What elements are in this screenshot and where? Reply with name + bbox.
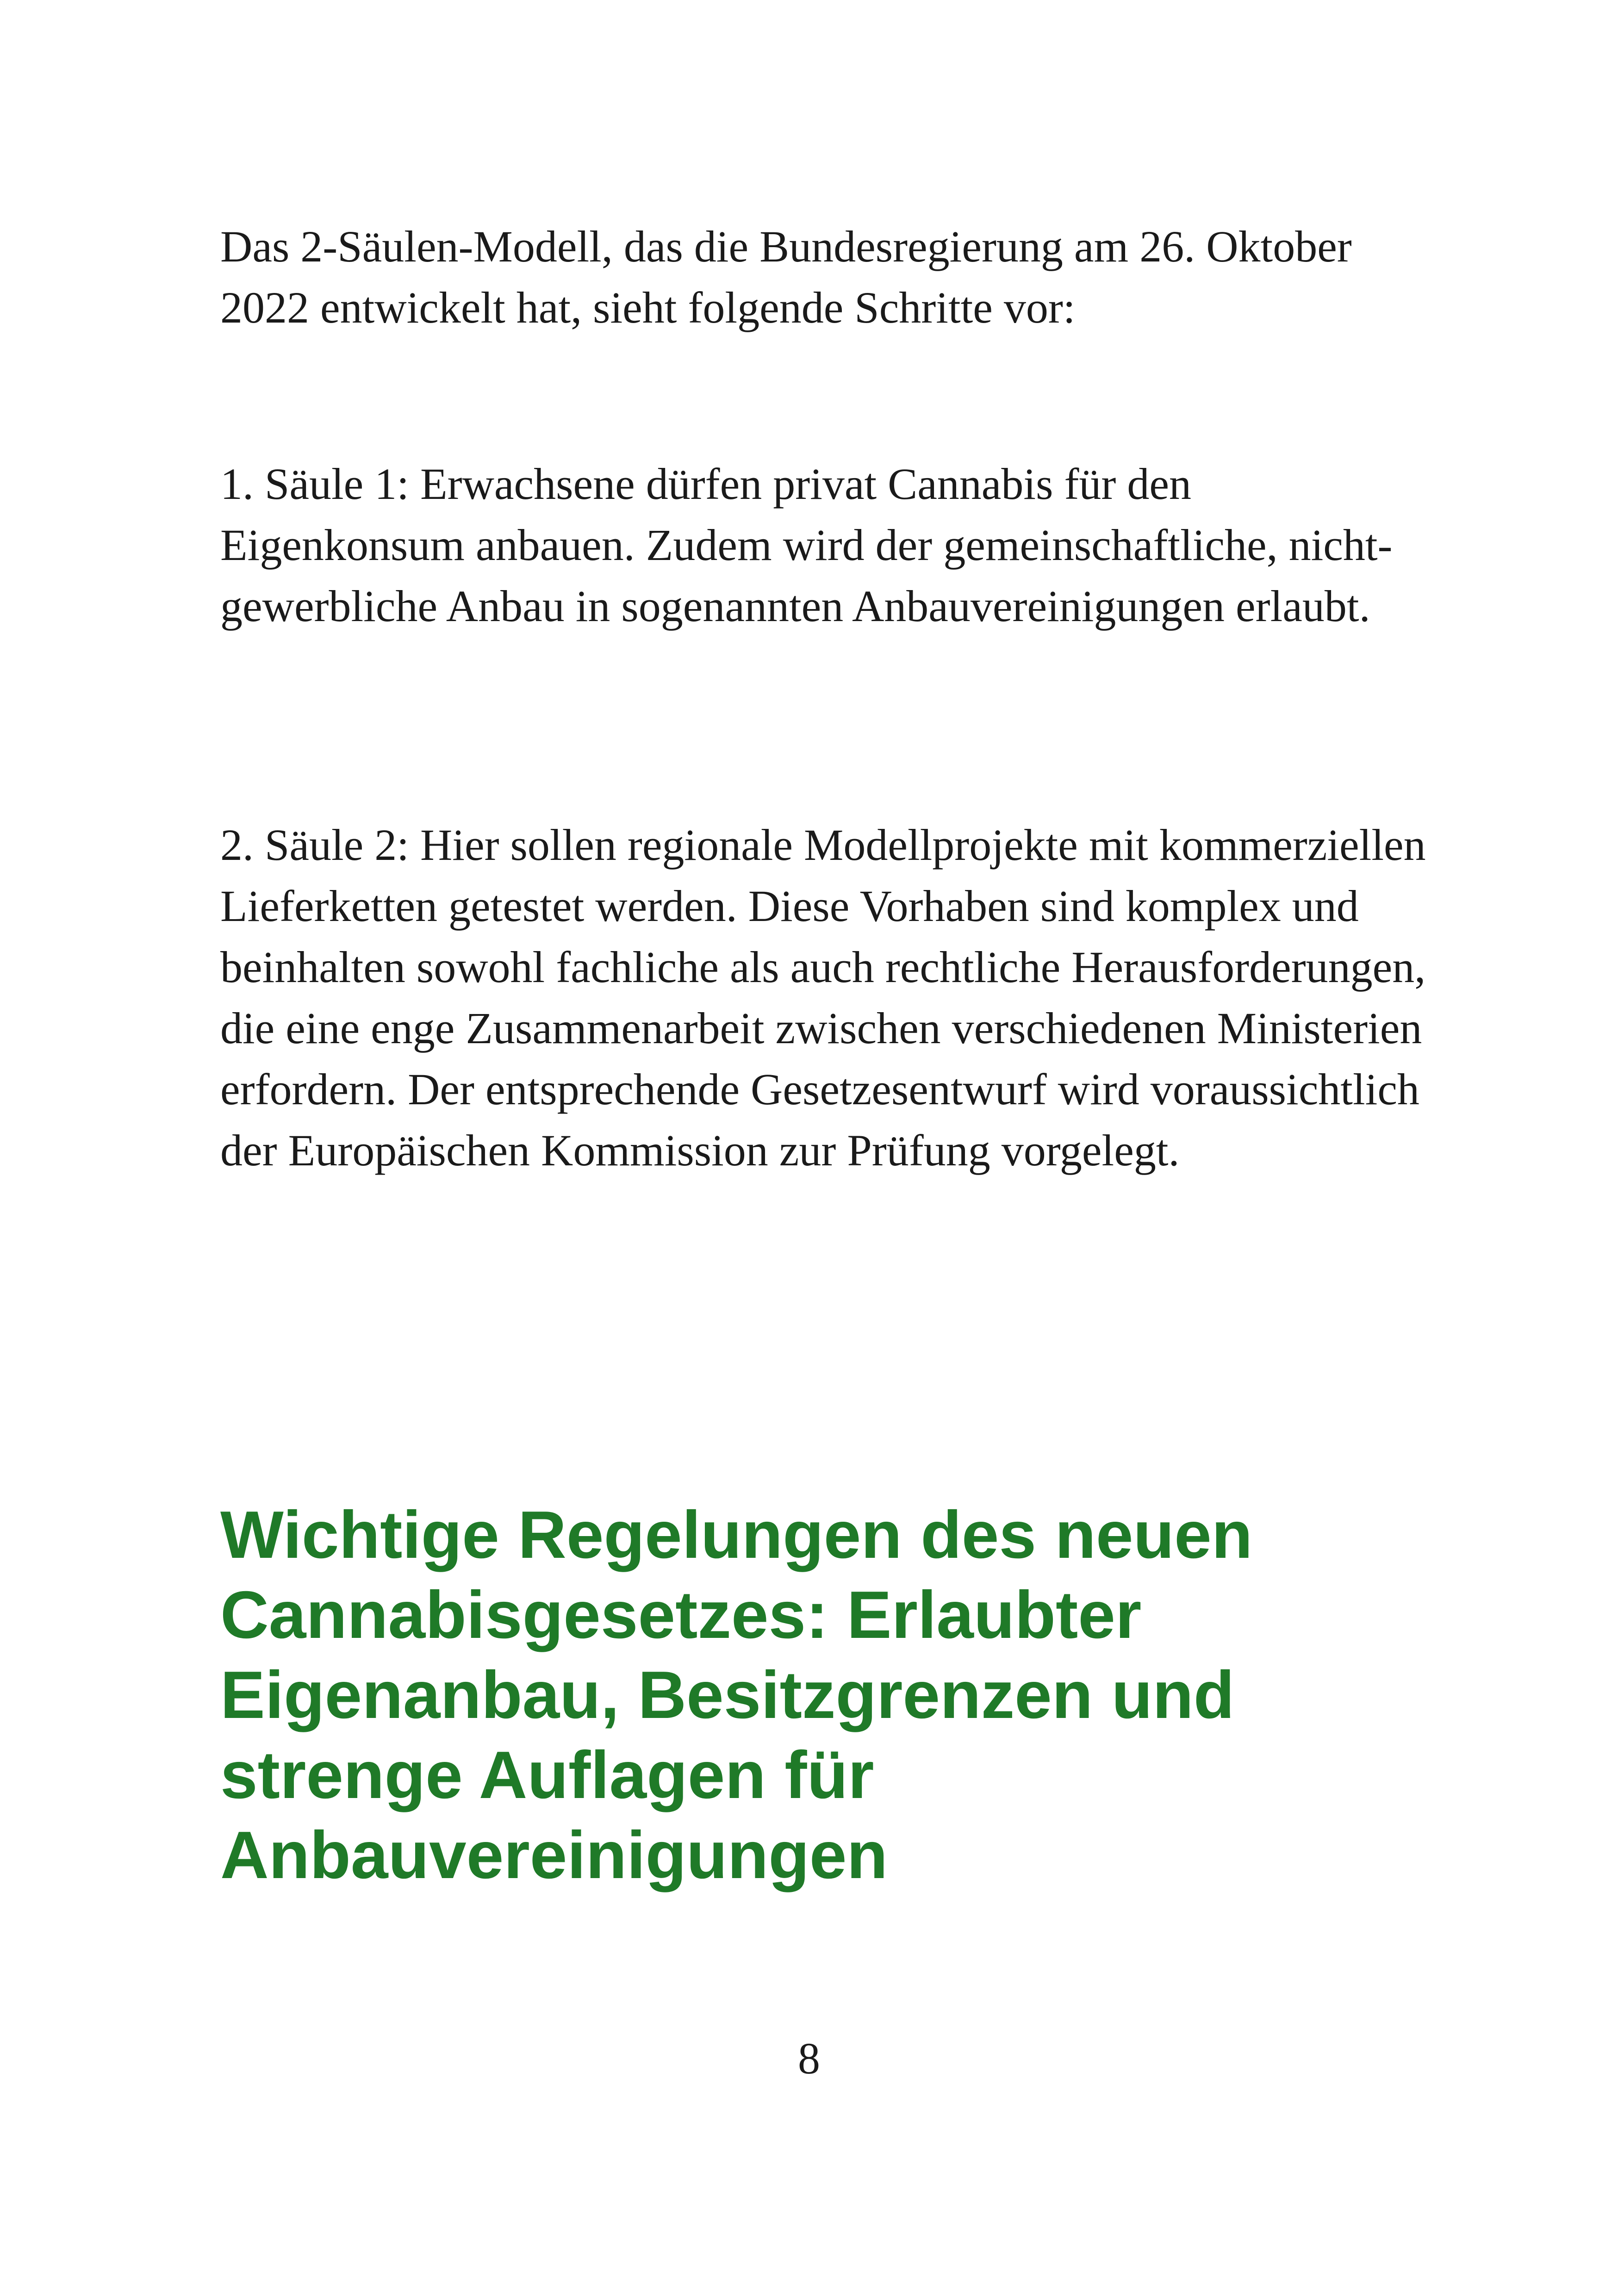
pillar-2-paragraph: 2. Säule 2: Hier sollen regionale Modellprojekte mit kommerziellen Lieferketten getestet werden. Diese Vorhaben sind komplex und beinhalten sowohl fachliche als auch rechtliche Herausforderungen, die eine enge Zusammenarbeit zwischen verschiedenen Ministerien erfordern. Der entsprechende Gesetzesentwurf wird voraussichtlich der Europäischen Kommission zur Prüfung vorgelegt.: [220, 820, 1426, 1175]
page-number: 8: [798, 2034, 820, 2083]
intro-paragraph: Das 2-Säulen-Modell, das die Bundesregierung am 26. Oktober 2022 entwickelt hat, sieht folgende Schritte vor:: [220, 222, 1352, 332]
pillar-1-paragraph: 1. Säule 1: Erwachsene dürfen privat Cannabis für den Eigenkonsum anbauen. Zudem wird der gemeinschaftliche, nicht-gewerbliche Anbau in sogenannten Anbauvereinigungen erlaubt.: [220, 459, 1393, 631]
section-heading: Wichtige Regelungen des neuen Cannabisgesetzes: Erlaubter Eigenanbau, Besitzgrenzen und strenge Auflagen für Anbauvereinigungen: [220, 1497, 1253, 1892]
